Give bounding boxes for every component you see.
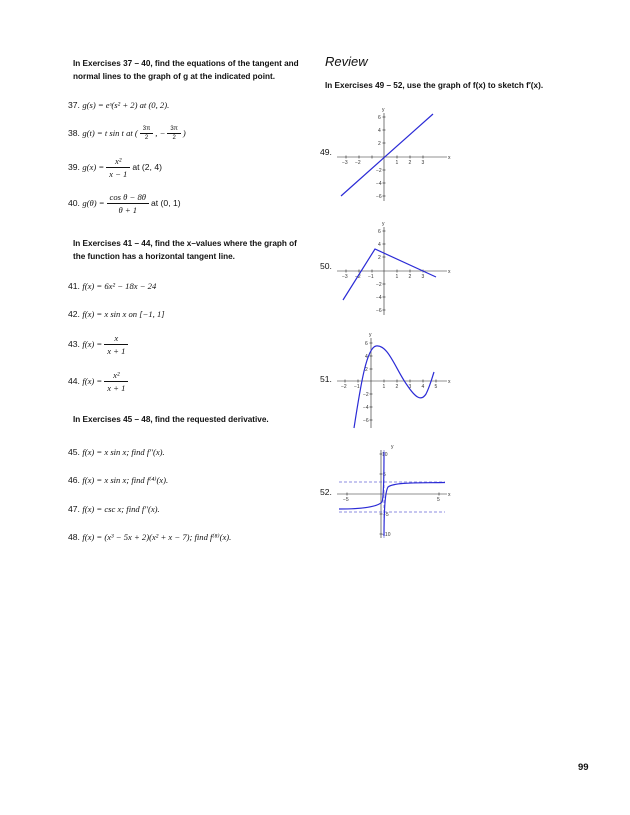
function-curve-right (384, 483, 445, 537)
exercise-50-number: 50. (320, 261, 332, 271)
x-tick-label: 5 (434, 384, 438, 390)
x-tick-label: −2 (355, 274, 361, 280)
exercise-expression: f(x) = (82, 375, 103, 386)
graph-51 (333, 330, 453, 430)
exercise-expression: g(x) = (82, 161, 105, 172)
y-tick-label: −10 (382, 532, 391, 538)
exercise-number: 43. (68, 338, 80, 349)
exercise-number: 40. (68, 197, 80, 208)
y-axis-label: y (391, 444, 394, 450)
y-tick-label: −2 (376, 168, 382, 174)
x-tick-label: 1 (382, 384, 386, 390)
instructions-37-40: In Exercises 37 – 40, find the equations of the tangent and normal lines to the graph of g at the indicated point. (73, 59, 299, 81)
fraction: $\frac{\text{x²}}{x - 1}$ (106, 156, 130, 179)
exercise-47 (68, 504, 160, 514)
y-axis-label: y (382, 107, 385, 113)
y-tick-label: −5 (383, 512, 389, 518)
y-tick-label: 4 (365, 354, 368, 360)
y-tick-label: 4 (378, 128, 381, 134)
exercise-number: 47. (68, 504, 80, 514)
exercise-point: at (2, 4) (132, 161, 162, 172)
exercise-40 (68, 192, 181, 215)
y-tick-label: 6 (378, 115, 381, 121)
exercise-37 (68, 100, 169, 110)
y-axis-label: y (382, 221, 385, 227)
y-tick-label: 6 (365, 341, 368, 347)
exercise-number: 42. (68, 309, 80, 319)
y-tick-label: 2 (378, 141, 381, 147)
exercise-expression: f(x) = x sin x; find f′′(x). (82, 447, 165, 457)
exercise-expression: g(t) = t sin t at ( (82, 127, 138, 138)
fraction: $\frac{3\pi}{2}$ (140, 126, 153, 141)
exercise-number: 44. (68, 375, 80, 386)
exercise-48 (68, 532, 231, 543)
x-tick-label: −3 (342, 160, 348, 166)
y-tick-label: 10 (382, 452, 388, 458)
instructions-49-52: In Exercises 49 – 52, use the graph of f(x) to sketch f′(x). (325, 81, 544, 90)
exercise-45 (68, 447, 165, 457)
x-tick-label: 1 (395, 160, 399, 166)
exercise-42 (68, 309, 165, 319)
graph-52 (333, 440, 453, 540)
fraction: $\frac{3\pi}{2}$ (167, 126, 180, 141)
graph-49 (333, 103, 453, 203)
exercise-38: 38. g(t) = t sin t at ( $\frac{3\pi}{2}$ , − $\frac{3\pi}{2}$ ) (68, 126, 186, 141)
exercise-expression: f(x) = 6x² − 18x − 24 (82, 281, 157, 291)
x-tick-label: −5 (343, 497, 349, 503)
y-tick-label: −4 (376, 181, 382, 187)
exercise-46 (68, 475, 168, 486)
y-tick-label: −4 (376, 295, 382, 301)
x-tick-label: −2 (355, 160, 361, 166)
exercise-expression: f(x) = csc x; find f′′(x). (82, 504, 160, 514)
exercise-52-number: 52. (320, 487, 332, 497)
x-tick-label: −3 (342, 274, 348, 280)
y-tick-label: 5 (383, 472, 386, 478)
exercise-number: 45. (68, 447, 80, 457)
exercise-expression: f(x) = x sin x on [−1, 1] (82, 309, 165, 319)
x-tick-label: 1 (395, 274, 399, 280)
exercise-number: 39. (68, 161, 80, 172)
exercise-39 (68, 156, 162, 179)
exercise-number: 38. (68, 127, 80, 138)
exercise-41 (68, 281, 156, 291)
y-tick-label: −6 (376, 194, 382, 200)
x-tick-label: 2 (408, 160, 412, 166)
x-axis-label: x (448, 492, 451, 498)
y-tick-label: −4 (363, 405, 369, 411)
ticks (345, 343, 436, 420)
x-tick-label: 4 (421, 384, 425, 390)
x-tick-label: −1 (354, 384, 360, 390)
x-tick-label: −1 (368, 274, 374, 280)
page-number: 99 (578, 762, 589, 773)
exercise-49-number: 49. (320, 147, 332, 157)
fraction: $\frac{\text{x²}}{x + 1}$ (104, 370, 128, 393)
y-tick-label: 2 (365, 367, 368, 373)
x-axis-label: x (448, 379, 451, 385)
y-axis-label: y (369, 332, 372, 338)
y-tick-label: 6 (378, 229, 381, 235)
exercise-43 (68, 333, 130, 356)
exercise-expression: g(s) = eˢ(s² + 2) at (0, 2). (82, 100, 170, 110)
exercise-expression: f(x) = x sin x; find f⁽⁴⁾(x). (82, 475, 169, 485)
exercise-number: 37. (68, 100, 80, 110)
graph-50 (333, 217, 453, 317)
x-tick-label: 2 (408, 274, 412, 280)
y-tick-label: −2 (363, 392, 369, 398)
y-tick-label: 4 (378, 242, 381, 248)
exercise-51-number: 51. (320, 374, 332, 384)
exercise-expression: g(θ) = (82, 197, 105, 208)
instructions-45-48: In Exercises 45 – 48, find the requested derivative. (73, 415, 269, 424)
x-axis-label: x (448, 269, 451, 275)
exercise-number: 48. (68, 532, 80, 542)
exercise-number: 46. (68, 475, 80, 485)
x-tick-label: −2 (341, 384, 347, 390)
exercise-expression: f(x) = (82, 338, 103, 349)
fraction: $\frac{\text{cos θ − 8θ}}{\theta + 1}$ (107, 192, 149, 215)
x-tick-label: 3 (408, 384, 412, 390)
fraction: $\frac{x}{x + 1}$ (104, 333, 128, 356)
instructions-41-44: In Exercises 41 – 44, find the x–values where the graph of the function has a horizontal tangent line. (73, 239, 297, 261)
function-curve (341, 114, 433, 196)
ticks (346, 231, 423, 310)
exercise-expression: f(x) = (x³ − 5x + 2)(x² + x − 7); find f⁽⁸⁾(x). (82, 532, 232, 542)
y-tick-label: −6 (363, 418, 369, 424)
y-tick-label: 2 (378, 255, 381, 261)
y-tick-label: −6 (376, 308, 382, 314)
x-tick-label: 2 (395, 384, 399, 390)
exercise-44 (68, 370, 130, 393)
x-tick-label: 3 (421, 274, 425, 280)
exercise-point: at (0, 1) (151, 197, 181, 208)
x-axis-label: x (448, 155, 451, 161)
review-heading: Review (325, 54, 368, 69)
x-tick-label: 5 (437, 497, 440, 503)
exercise-number: 41. (68, 281, 80, 291)
y-tick-label: −2 (376, 282, 382, 288)
x-tick-label: 3 (421, 160, 425, 166)
